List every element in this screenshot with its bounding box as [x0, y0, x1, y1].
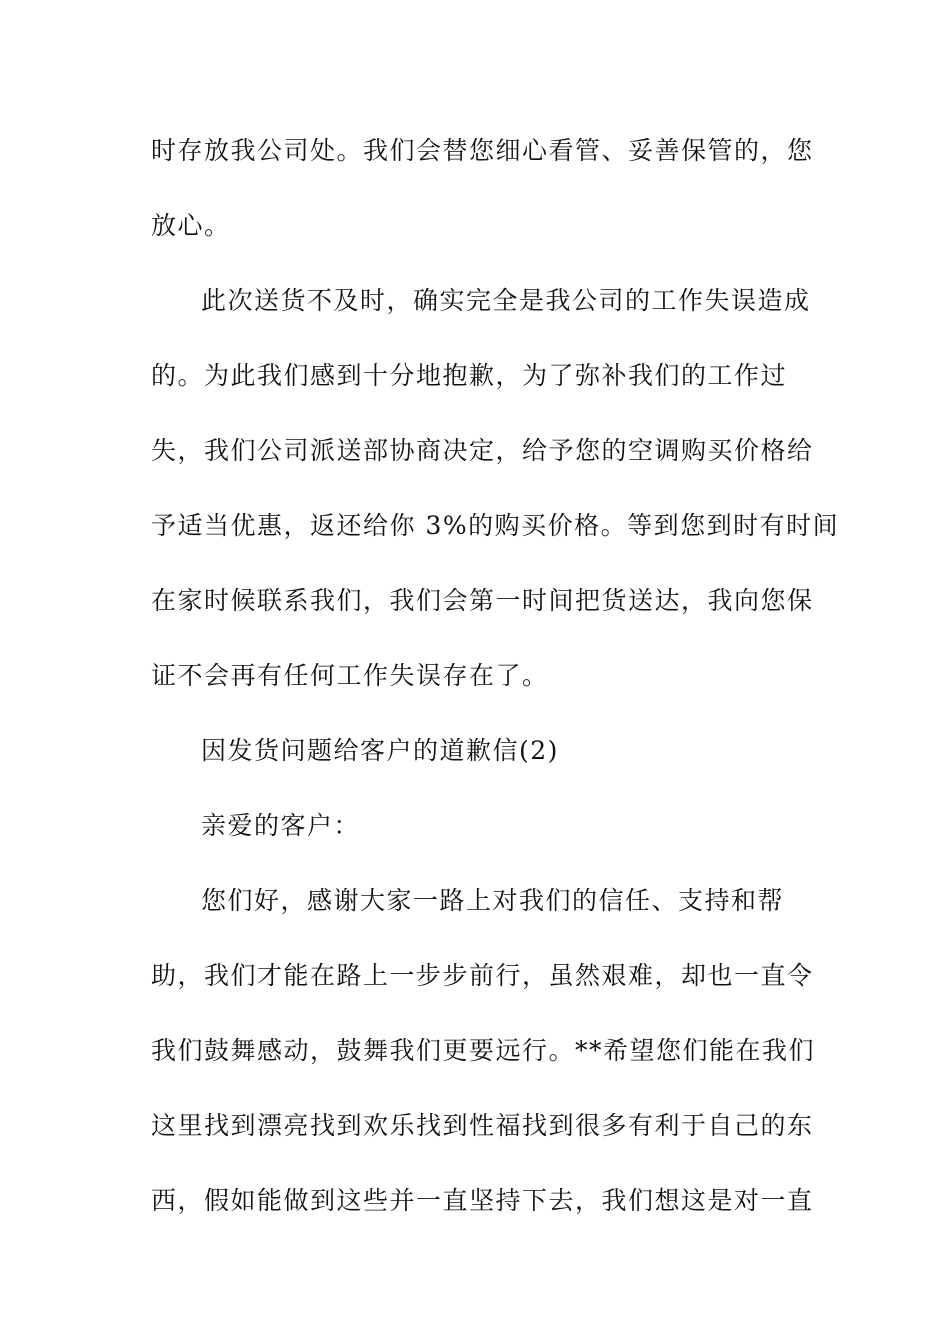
paragraph-line: 失，我们公司派送部协商决定，给予您的空调购买价格给	[151, 436, 814, 465]
paragraph-line: 这里找到漂亮找到欢乐找到性福找到很多有利于自己的东	[151, 1111, 814, 1140]
paragraph-line: 予适当优惠，返还给你 3%的购买价格。等到您到时有时间	[151, 511, 840, 540]
paragraph-line: 我们鼓舞感动，鼓舞我们更要远行。**希望您们能在我们	[151, 1036, 816, 1065]
paragraph-line: 此次送货不及时，确实完全是我公司的工作失误造成	[201, 286, 811, 315]
paragraph-line: 在家时候联系我们，我们会第一时间把货送达，我向您保	[151, 586, 814, 615]
paragraph-line: 您们好，感谢大家一路上对我们的信任、支持和帮	[201, 886, 785, 915]
paragraph-line: 证不会再有任何工作失误存在了。	[151, 661, 549, 690]
paragraph-line: 时存放我公司处。我们会替您细心看管、妥善保管的，您	[151, 136, 814, 165]
section-heading: 因发货问题给客户的道歉信(2)	[201, 736, 559, 765]
paragraph-line: 放心。	[151, 211, 231, 240]
paragraph-line: 西，假如能做到这些并一直坚持下去，我们想这是对一直	[151, 1186, 814, 1215]
salutation: 亲爱的客户：	[201, 811, 361, 840]
paragraph-line: 的。为此我们感到十分地抱歉，为了弥补我们的工作过	[151, 361, 788, 390]
paragraph-line: 助，我们才能在路上一步步前行，虽然艰难，却也一直令	[151, 961, 814, 990]
